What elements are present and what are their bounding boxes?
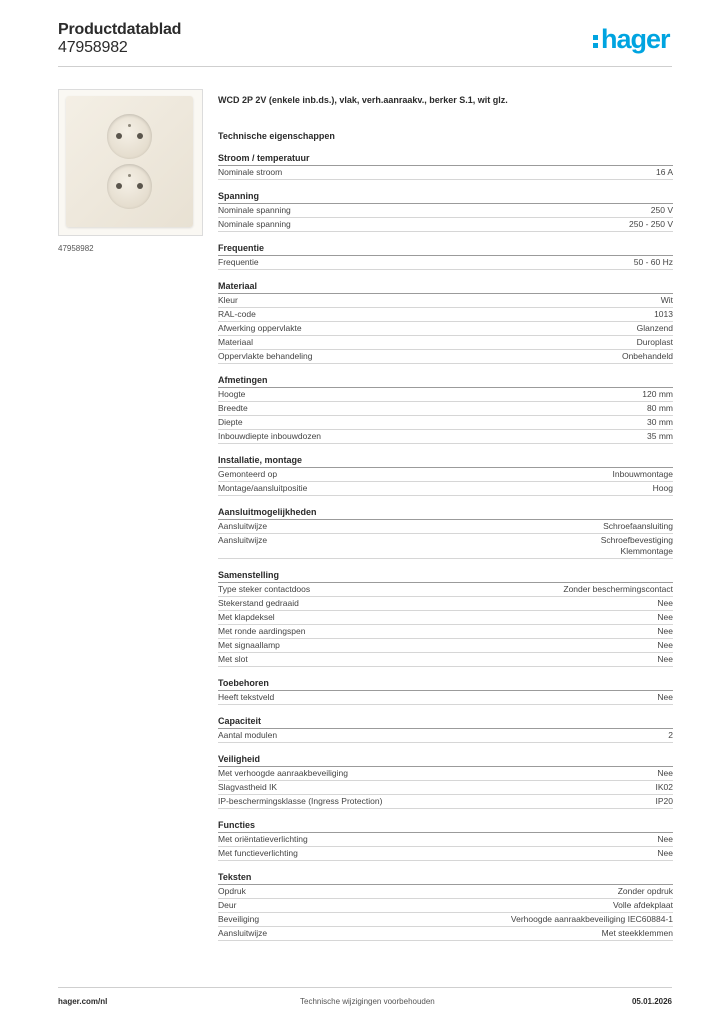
spec-label: Inbouwdiepte inbouwdozen xyxy=(218,431,322,441)
spec-value: Schroefaansluiting xyxy=(603,521,673,531)
spec-value: Hoog xyxy=(652,483,673,493)
spec-value xyxy=(601,535,673,557)
spec-section xyxy=(218,454,673,496)
spec-label: IP-beschermingsklasse (Ingress Protection) xyxy=(218,796,383,806)
spec-label: Aansluitwijze xyxy=(218,928,268,938)
product-number: 47958982 xyxy=(58,39,128,56)
spec-row xyxy=(218,336,673,350)
spec-label: Aantal modulen xyxy=(218,730,278,740)
spec-value: Glanzend xyxy=(636,323,673,333)
spec-value: 80 mm xyxy=(647,403,673,413)
footer-website[interactable]: hager.com/nl xyxy=(58,997,108,1006)
spec-row xyxy=(218,597,673,611)
spec-label: Met oriëntatieverlichting xyxy=(218,834,308,844)
spec-value: Duroplast xyxy=(636,337,673,347)
spec-value: Inbouwmontage xyxy=(612,469,673,479)
section-heading: Functies xyxy=(218,819,673,833)
hager-logo xyxy=(593,24,670,55)
spec-label: Kleur xyxy=(218,295,238,305)
footer-disclaimer: Technische wijzigingen voorbehouden xyxy=(300,997,435,1006)
spec-section xyxy=(218,871,673,941)
image-caption: 47958982 xyxy=(58,244,94,253)
section-heading: Spanning xyxy=(218,190,673,204)
spec-row xyxy=(218,899,673,913)
properties-heading: Technische eigenschappen xyxy=(218,131,335,141)
spec-value: 250 - 250 V xyxy=(629,219,673,229)
spec-label: Gemonteerd op xyxy=(218,469,278,479)
spec-row xyxy=(218,625,673,639)
footer-date: 05.01.2026 xyxy=(631,997,672,1006)
spec-row xyxy=(218,691,673,705)
spec-row xyxy=(218,927,673,941)
spec-value: Nee xyxy=(657,640,673,650)
spec-section xyxy=(218,715,673,743)
spec-label: Frequentie xyxy=(218,257,259,267)
spec-label: Stekerstand gedraaid xyxy=(218,598,299,608)
spec-section xyxy=(218,190,673,232)
spec-value: 1013 xyxy=(654,309,673,319)
footer-divider xyxy=(58,987,672,988)
spec-label: Deur xyxy=(218,900,237,910)
spec-value: Nee xyxy=(657,848,673,858)
spec-label: Diepte xyxy=(218,417,243,427)
spec-value: Verhoogde aanraakbeveiliging IEC60884-1 xyxy=(510,914,673,924)
spec-label: Met ronde aardingspen xyxy=(218,626,306,636)
spec-table xyxy=(218,152,673,951)
socket-lower-icon xyxy=(107,164,152,209)
spec-row xyxy=(218,534,673,559)
spec-row xyxy=(218,653,673,667)
socket-plate xyxy=(66,96,193,227)
spec-value: Volle afdekplaat xyxy=(612,900,673,910)
spec-value: 30 mm xyxy=(647,417,673,427)
spec-row xyxy=(218,294,673,308)
spec-value: 250 V xyxy=(650,205,673,215)
spec-value: Nee xyxy=(657,626,673,636)
header-divider xyxy=(58,66,672,67)
spec-row xyxy=(218,482,673,496)
section-heading: Installatie, montage xyxy=(218,454,673,468)
spec-value: Nee xyxy=(657,598,673,608)
spec-row xyxy=(218,583,673,597)
spec-section xyxy=(218,819,673,861)
spec-label: Met signaallamp xyxy=(218,640,280,650)
spec-row xyxy=(218,350,673,364)
spec-row xyxy=(218,767,673,781)
spec-value: Wit xyxy=(660,295,673,305)
spec-label: Oppervlakte behandeling xyxy=(218,351,313,361)
spec-row xyxy=(218,729,673,743)
spec-section xyxy=(218,506,673,559)
spec-row xyxy=(218,795,673,809)
spec-section xyxy=(218,753,673,809)
spec-row xyxy=(218,913,673,927)
spec-row xyxy=(218,781,673,795)
spec-label: Beveiliging xyxy=(218,914,260,924)
spec-label: Slagvastheid IK xyxy=(218,782,278,792)
section-heading: Toebehoren xyxy=(218,677,673,691)
spec-label: Met functieverlichting xyxy=(218,848,298,858)
spec-section xyxy=(218,152,673,180)
spec-section xyxy=(218,242,673,270)
spec-row xyxy=(218,520,673,534)
spec-label: Heeft tekstveld xyxy=(218,692,275,702)
spec-value-line: Klemmontage xyxy=(620,546,673,556)
spec-value: Nee xyxy=(657,612,673,622)
product-description: WCD 2P 2V (enkele inb.ds.), vlak, verh.aanraakv., berker S.1, wit glz. xyxy=(218,95,508,105)
spec-label: Nominale stroom xyxy=(218,167,283,177)
section-heading: Aansluitmogelijkheden xyxy=(218,506,673,520)
spec-value: 50 - 60 Hz xyxy=(633,257,673,267)
spec-value: Onbehandeld xyxy=(621,351,673,361)
spec-value: Nee xyxy=(657,692,673,702)
spec-label: Montage/aansluitpositie xyxy=(218,483,308,493)
spec-label: Met verhoogde aanraakbeveiliging xyxy=(218,768,348,778)
spec-label: Hoogte xyxy=(218,389,246,399)
spec-label: Type steker contactdoos xyxy=(218,584,311,594)
spec-value: 120 mm xyxy=(642,389,673,399)
section-heading: Afmetingen xyxy=(218,374,673,388)
spec-label: Breedte xyxy=(218,403,248,413)
spec-row xyxy=(218,847,673,861)
section-heading: Samenstelling xyxy=(218,569,673,583)
section-heading: Materiaal xyxy=(218,280,673,294)
spec-value: Nee xyxy=(657,654,673,664)
spec-row xyxy=(218,308,673,322)
spec-label: Aansluitwijze xyxy=(218,535,268,545)
spec-row xyxy=(218,430,673,444)
spec-row xyxy=(218,885,673,899)
section-heading: Capaciteit xyxy=(218,715,673,729)
spec-value: 2 xyxy=(668,730,673,740)
spec-label: Nominale spanning xyxy=(218,219,291,229)
spec-label: Nominale spanning xyxy=(218,205,291,215)
spec-label: RAL-code xyxy=(218,309,256,319)
spec-row xyxy=(218,833,673,847)
spec-label: Materiaal xyxy=(218,337,253,347)
spec-row xyxy=(218,166,673,180)
spec-row xyxy=(218,388,673,402)
spec-label: Met klapdeksel xyxy=(218,612,275,622)
section-heading: Stroom / temperatuur xyxy=(218,152,673,166)
spec-label: Opdruk xyxy=(218,886,246,896)
socket-upper-icon xyxy=(107,114,152,159)
spec-section xyxy=(218,280,673,364)
logo-text: hager xyxy=(601,24,670,54)
spec-row xyxy=(218,639,673,653)
product-image xyxy=(58,89,203,236)
spec-row xyxy=(218,256,673,270)
spec-label: Afwerking oppervlakte xyxy=(218,323,302,333)
spec-value: Met steekklemmen xyxy=(601,928,673,938)
spec-row xyxy=(218,402,673,416)
spec-section xyxy=(218,569,673,667)
section-heading: Frequentie xyxy=(218,242,673,256)
spec-row xyxy=(218,468,673,482)
spec-row xyxy=(218,416,673,430)
spec-row xyxy=(218,218,673,232)
page-title: Productdatablad xyxy=(58,21,182,38)
spec-value: IK02 xyxy=(655,782,673,792)
spec-label: Aansluitwijze xyxy=(218,521,268,531)
logo-dots-icon xyxy=(593,33,599,49)
spec-value-line: Schroefbevestiging xyxy=(600,535,673,545)
spec-label: Met slot xyxy=(218,654,248,664)
spec-row xyxy=(218,611,673,625)
spec-section xyxy=(218,677,673,705)
spec-value: IP20 xyxy=(655,796,673,806)
spec-row xyxy=(218,322,673,336)
spec-row xyxy=(218,204,673,218)
spec-value: Nee xyxy=(657,834,673,844)
spec-value: 35 mm xyxy=(647,431,673,441)
spec-value: Zonder opdruk xyxy=(617,886,673,896)
spec-value: 16 A xyxy=(655,167,673,177)
spec-section xyxy=(218,374,673,444)
section-heading: Veiligheid xyxy=(218,753,673,767)
spec-value: Nee xyxy=(657,768,673,778)
spec-value: Zonder beschermingscontact xyxy=(563,584,673,594)
section-heading: Teksten xyxy=(218,871,673,885)
